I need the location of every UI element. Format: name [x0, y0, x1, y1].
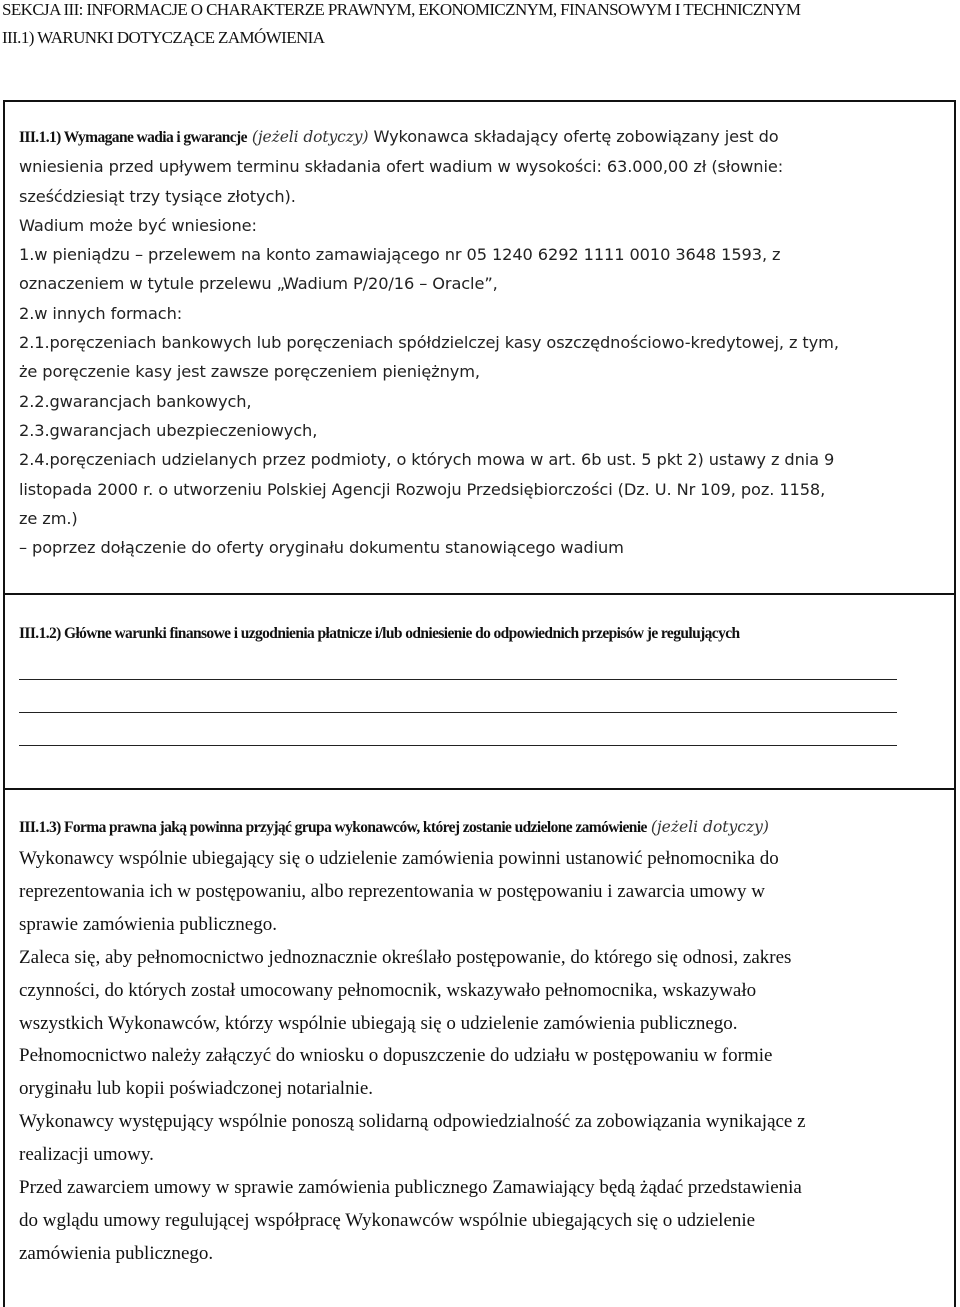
- wadium-line1-rest: Wykonawca składający ofertę zobowiązany jest do: [368, 127, 779, 146]
- wadium-line: – poprzez dołączenie do oferty oryginału dokumentu stanowiącego wadium: [19, 538, 624, 558]
- blank-fill-line: [19, 679, 897, 680]
- wadium-line: 2.1.poręczeniach bankowych lub poręczeniach spółdzielczej kasy oszczędnościowo-kredytowej, z tym,: [19, 333, 839, 353]
- legal-form-qualifier: (jeżeli dotyczy): [650, 818, 769, 836]
- subsection-title: III.1) WARUNKI DOTYCZĄCE ZAMÓWIENIA: [2, 28, 325, 47]
- blank-fill-line: [19, 712, 897, 713]
- legal-form-text-block: [19, 843, 946, 1271]
- legal-form-line: do wglądu umowy regulującej współpracę Wykonawców wspólnie ubiegających się o udzielenie: [19, 1209, 756, 1231]
- wadium-line: 2.3.gwarancjach ubezpieczeniowych,: [19, 420, 318, 440]
- wadium-line: 2.w innych formach:: [19, 303, 183, 323]
- wadium-label: III.1.1) Wymagane wadia i gwarancje: [19, 129, 247, 146]
- legal-form-line: reprezentowania ich w postępowaniu, albo reprezentowania w postępowaniu i zawarcia umowy w: [19, 880, 766, 902]
- wadium-line: Wadium może być wniesione:: [19, 215, 257, 235]
- legal-form-line: sprawie zamówienia publicznego.: [19, 913, 277, 935]
- section-box-legal-form: [3, 788, 956, 1307]
- blank-fill-line: [19, 745, 897, 746]
- legal-form-line: Przed zawarciem umowy w sprawie zamówienia publicznego Zamawiający będą żądać przedstawienia: [19, 1177, 802, 1199]
- legal-form-label: III.1.3) Forma prawna jaką powinna przyjąć grupa wykonawców, której zostanie udzielone zamówienie: [19, 819, 647, 836]
- wadium-qualifier: (jeżeli dotyczy): [251, 128, 369, 146]
- legal-form-line: realizacji umowy.: [19, 1144, 154, 1166]
- wadium-line: 2.2.gwarancjach bankowych,: [19, 391, 252, 411]
- legal-form-line: Wykonawcy wspólnie ubiegający się o udzielenie zamówienia powinni ustanowić pełnomocnika do: [19, 848, 779, 869]
- wadium-line: 1.w pieniądzu – przelewem na konto zamawiającego nr 05 1240 6292 1111 0010 3648 1593, z: [19, 245, 781, 265]
- legal-form-line: wszystkich Wykonawców, którzy wspólnie ubiegają się o udzielenie zamówienia publicznego.: [19, 1012, 738, 1034]
- legal-form-header: [19, 818, 946, 837]
- wadium-line: wniesienia przed upływem terminu składania ofert wadium w wysokości: 63.000,00 zł (słownie:: [19, 157, 784, 177]
- wadium-line: listopada 2000 r. o utworzeniu Polskiej Agencji Rozwoju Przedsiębiorczości (Dz. U. Nr 109, poz. 1158,: [19, 479, 826, 499]
- legal-form-line: Pełnomocnictwo należy załączyć do wniosku o dopuszczenie do udziału w postępowaniu w formie: [19, 1045, 773, 1067]
- legal-form-line: czynności, do których został umocowany pełnomocnik, wskazywało pełnomocnika, wskazywało: [19, 979, 757, 1001]
- legal-form-line: Wykonawcy występujący wspólnie ponoszą solidarną odpowiedzialność za zobowiązania wynikające z: [19, 1111, 806, 1133]
- finance-label: III.1.2) Główne warunki finansowe i uzgodnienia płatnicze i/lub odniesienie do odpowiednich przepisów je regulujących: [19, 625, 740, 642]
- legal-form-line: zamówienia publicznego.: [19, 1242, 214, 1264]
- legal-form-line: oryginału lub kopii poświadczonej notarialnie.: [19, 1078, 374, 1100]
- wadium-line-first: [19, 122, 946, 152]
- wadium-line: sześćdziesiąt trzy tysiące złotych).: [19, 186, 296, 206]
- wadium-line: że poręczenie kasy jest zawsze poręczeniem pieniężnym,: [19, 362, 480, 382]
- wadium-text-block: [19, 122, 946, 562]
- finance-header: [19, 625, 946, 643]
- section-box-wadium: [3, 100, 956, 593]
- section-title: SEKCJA III: INFORMACJE O CHARAKTERZE PRAWNYM, EKONOMICZNYM, FINANSOWYM I TECHNICZNYM: [2, 0, 801, 19]
- legal-form-line: Zaleca się, aby pełnomocnictwo jednoznacznie określało postępowanie, do którego się odnosi, zakres: [19, 946, 792, 968]
- wadium-line: oznaczeniem w tytule przelewu „Wadium P/20/16 – Oracle”,: [19, 274, 498, 294]
- wadium-line: 2.4.poręczeniach udzielanych przez podmioty, o których mowa w art. 6b ust. 5 pkt 2) ustawy z dnia 9: [19, 450, 835, 470]
- section-box-finance: [3, 593, 956, 788]
- wadium-line: ze zm.): [19, 508, 78, 528]
